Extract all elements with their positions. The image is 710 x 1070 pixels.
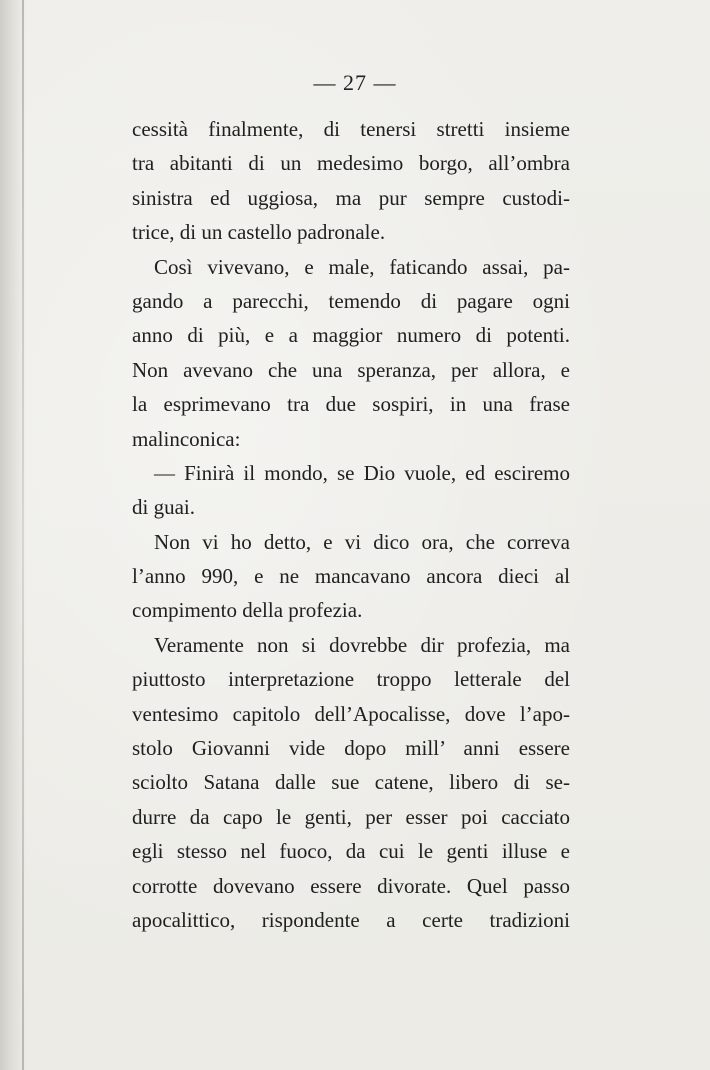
text-line: l’anno 990, e ne mancavano ancora dieci al <box>132 564 570 589</box>
body-text <box>132 112 570 937</box>
text-line: Veramente non si dovrebbe dir profezia, ma <box>154 632 570 657</box>
text-line: tra abitanti di un medesimo borgo, all’ombra <box>132 151 570 176</box>
text-line: ventesimo capitolo dell’Apocalisse, dove l’apo- <box>132 701 570 726</box>
text-line: Non avevano che una speranza, per allora, e <box>132 357 570 382</box>
text-line: — Finirà il mondo, se Dio vuole, ed esciremo <box>154 460 570 485</box>
text-line: corrotte dovevano essere divorate. Quel passo <box>132 873 570 898</box>
text-line: Così vivevano, e male, faticando assai, pa- <box>154 254 570 279</box>
text-line: durre da capo le genti, per esser poi cacciato <box>132 804 570 829</box>
page-number: — 27 — <box>313 70 397 95</box>
text-line: piuttosto interpretazione troppo letterale del <box>132 667 570 692</box>
text-line: egli stesso nel fuoco, da cui le genti illuse e <box>132 839 570 864</box>
text-line: malinconica: <box>132 426 241 451</box>
text-line: stolo Giovanni vide dopo mill’ anni essere <box>132 736 570 761</box>
text-line: gando a parecchi, temendo di pagare ogni <box>132 288 570 313</box>
text-line: trice, di un castello padronale. <box>132 220 386 245</box>
text-line: apocalittico, rispondente a certe tradizioni <box>132 907 570 932</box>
text-line: sciolto Satana dalle sue catene, libero di se- <box>132 770 570 795</box>
text-line: cessità finalmente, di tenersi stretti insieme <box>132 117 570 141</box>
text-line: di guai. <box>132 495 195 520</box>
text-line: Non vi ho detto, e vi dico ora, che correva <box>154 529 570 554</box>
text-line: compimento della profezia. <box>132 598 363 623</box>
page-binding-edge <box>22 0 24 1070</box>
text-line: anno di più, e a maggior numero di potenti. <box>132 323 570 348</box>
text-line: sinistra ed uggiosa, ma pur sempre custodi- <box>132 185 570 210</box>
text-line: la esprimevano tra due sospiri, in una frase <box>132 392 570 417</box>
